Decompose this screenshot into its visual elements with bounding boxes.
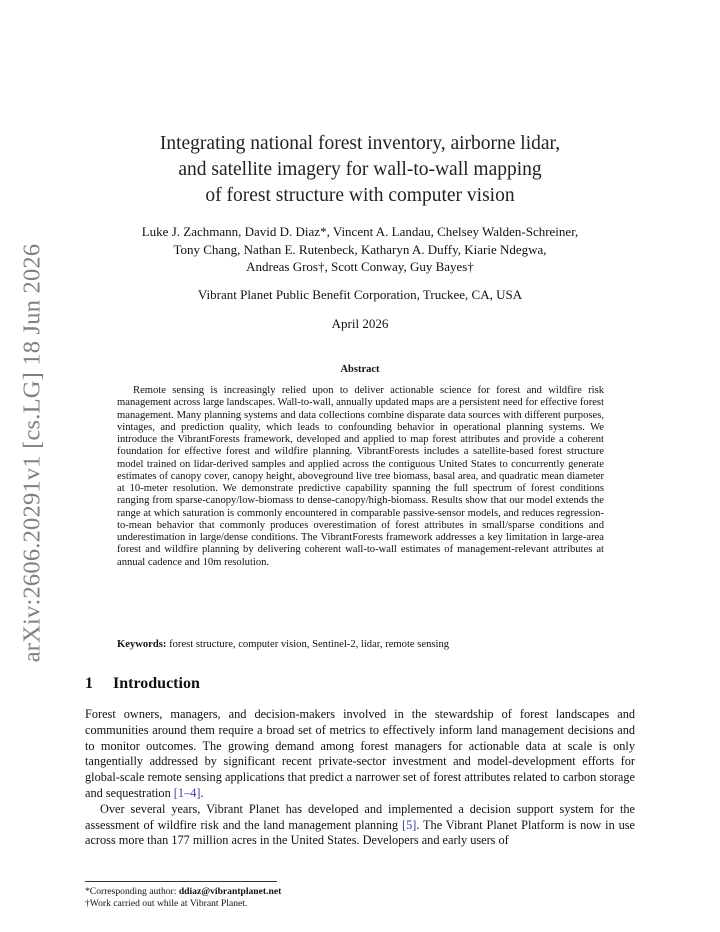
arxiv-identifier [14,243,50,663]
introduction-body [85,707,635,849]
section-number: 1 [85,675,93,692]
title-line: of forest structure with computer vision [205,185,515,206]
title-line: Integrating national forest inventory, airborne lidar, [159,133,561,154]
keywords-text: forest structure, computer vision, Sentinel-2, lidar, remote sensing [169,639,450,650]
author-line: Luke J. Zachmann, David D. Diaz*, Vincent A. Landau, Chelsey Walden-Schreiner, [141,224,579,239]
section-heading [85,675,200,693]
citation-link[interactable]: [5] [401,817,417,832]
footnote-affiliation-note: †Work carried out while at Vibrant Planet. [85,898,248,909]
footnote-label: *Corresponding author: [85,886,177,897]
section-title: Introduction [113,675,200,692]
paragraph [85,802,635,849]
paragraph-text: Forest owners, managers, and decision-makers involved in the stewardship of forest landscapes and communities around them require a broad set of metrics to effectively inform land management decisions and to monitor outcomes. The growing demand among forest managers for actionable data at scale is only tangentially addressed by significant recent private-sector investment and model-development efforts for global-scale remote sensing applications that predict a narrower set of forest attributes related to carbon storage and sequestration [85,707,635,800]
paragraph-text: . The Vibrant Planet Platform is now in use across more than 177 million acres in the United States. Developers and early users of [85,817,635,848]
keywords-label: Keywords: [117,639,167,650]
paragraph-text: Over several years, Vibrant Planet has developed and implemented a decision support system for the assessment of wildfire risk and the land management planning [85,801,635,832]
paper-title [100,131,620,209]
footnote-divider [85,881,277,882]
author-email: ddiaz@vibrantplanet.net [178,886,282,897]
publication-date: April 2026 [331,316,389,331]
keywords [117,639,604,650]
abstract-heading: Abstract [340,364,380,375]
footnotes [85,886,635,910]
author-line: Andreas Gros†, Scott Conway, Guy Bayes† [246,259,474,274]
author-list [90,223,630,276]
title-line: and satellite imagery for wall-to-wall mapping [178,159,542,180]
paragraph [85,707,635,802]
abstract-body: Remote sensing is increasingly relied upon to deliver actionable science for forest and wildfire risk management across large landscapes. Wall-to-wall, annually updated maps are a persistent need for effective forest management. Many planning systems and data collections combine disparate data sources with different purposes, vintages, and prediction quality, which leads to confounding behavior in operational planning systems. We introduce the VibrantForests framework, developed and applied to map forest attributes and provide a coherent foundation for effective forest and wildfire planning. VibrantForests includes a satellite-based forest structure model trained on lidar-derived samples and applied across the contiguous United States to concurrently generate estimates of canopy cover, canopy height, aboveground live tree biomass, basal area, and quadratic mean diameter at 10-meter resolution. We demonstrate predictive capability spanning the full spectrum of forest conditions ranging from sparse-canopy/low-biomass to dense-canopy/high-biomass. Results show that our model extends the range at which saturation is commonly encountered in comparable passive-sensor models, and reduces regression-to-mean behavior that commonly produces overestimation of forest attributes in small/sparse conditions and underestimation in large/dense conditions. The VibrantForests framework addresses a key limitation in large-area forest and wildfire planning by delivering coherent wall-to-wall estimates of management-relevant attributes at annual cadence and 10m resolution. [117,385,604,568]
arxiv-identifier-text: arXiv:2606.20291v1 [cs.LG] 18 Jun 2026 [18,243,46,663]
paragraph-end: . [200,785,204,800]
footnote-corresponding-author [85,886,635,898]
author-line: Tony Chang, Nathan E. Rutenbeck, Katharyn A. Duffy, Kiarie Ndegwa, [173,241,547,257]
affiliation: Vibrant Planet Public Benefit Corporation, Truckee, CA, USA [197,287,523,302]
citation-link[interactable]: [1–4] [173,785,201,800]
